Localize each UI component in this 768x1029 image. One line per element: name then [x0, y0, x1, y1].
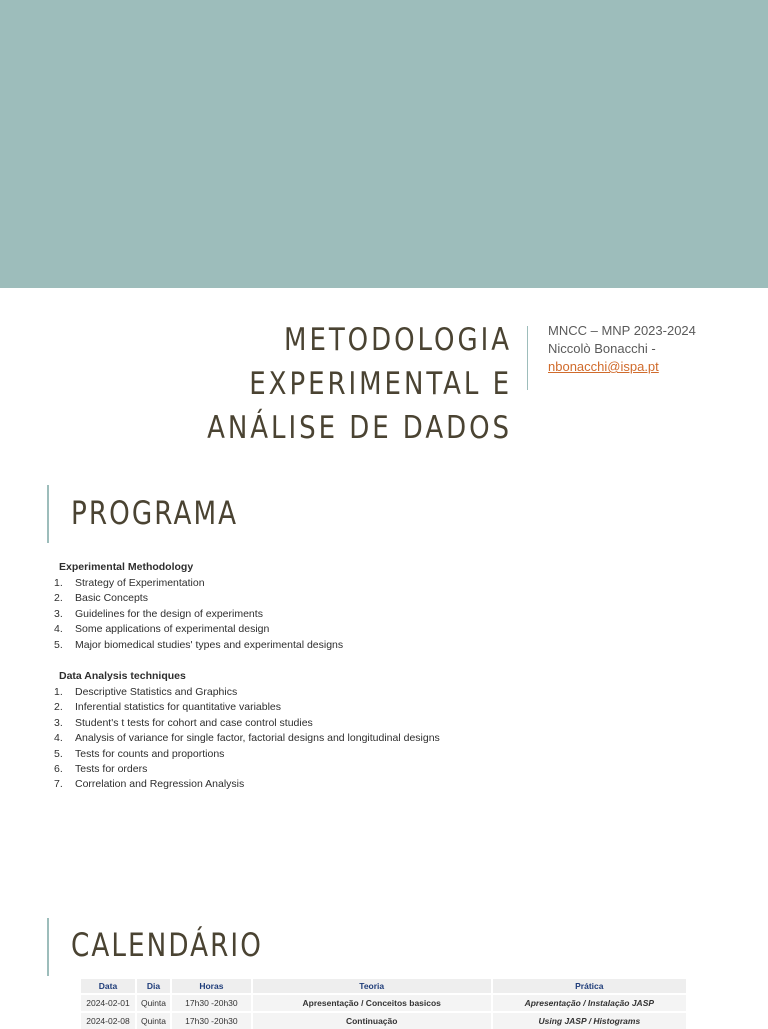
calendario-heading: CALENDÁRIO — [71, 926, 263, 964]
methodology-list — [54, 576, 440, 653]
cell-hours: 17h30 -20h30 — [171, 994, 252, 1012]
programa-heading: PROGRAMA — [71, 494, 239, 532]
column-header: Data — [81, 979, 136, 994]
list-item: 7. Correlation and Regression Analysis — [54, 778, 245, 791]
section-title-methodology: Experimental Methodology — [59, 561, 194, 573]
list-item: 6. Tests for orders — [54, 763, 148, 776]
cell-practice: Apresentação / Instalação JASP — [492, 994, 687, 1012]
table-row — [81, 1012, 687, 1029]
data-analysis-list — [54, 685, 440, 793]
column-header: Teoria — [252, 979, 492, 994]
list-item: 3. Student's t tests for cohort and case control studies — [54, 716, 313, 729]
table-row — [81, 994, 687, 1012]
author-name: Niccolò Bonacchi - — [548, 341, 656, 356]
list-item: 4. Some applications of experimental design — [54, 623, 270, 636]
header-banner — [0, 0, 768, 288]
calendario-accent-bar — [47, 918, 49, 976]
column-header: Horas — [171, 979, 252, 994]
title-line-2: ANÁLISE DE DADOS — [207, 410, 512, 446]
list-item: 1. Descriptive Statistics and Graphics — [54, 686, 238, 699]
calendar-table — [81, 979, 688, 1029]
list-item: 3. Guidelines for the design of experiments — [54, 607, 263, 620]
list-item: 1. Strategy of Experimentation — [54, 577, 205, 589]
cell-day: Quinta — [136, 1012, 171, 1029]
cell-hours: 17h30 -20h30 — [171, 1012, 252, 1029]
cell-practice: Using JASP / Histograms — [492, 1012, 687, 1029]
cell-date: 2024-02-01 — [81, 994, 136, 1012]
program-content — [54, 560, 440, 793]
cell-day: Quinta — [136, 994, 171, 1012]
list-item: 5. Major biomedical studies' types and experimental designs — [54, 638, 344, 651]
column-header: Dia — [136, 979, 171, 994]
course-label: MNCC – MNP 2023-2024 — [548, 323, 696, 338]
cell-date: 2024-02-08 — [81, 1012, 136, 1029]
presentation-title — [82, 318, 512, 450]
author-info — [548, 322, 696, 376]
list-item: 4. Analysis of variance for single factor, factorial designs and longitudinal designs — [54, 732, 440, 745]
list-item: 2. Basic Concepts — [54, 592, 148, 605]
list-item: 5. Tests for counts and proportions — [54, 747, 225, 760]
author-email-link[interactable]: nbonacchi@ispa.pt — [548, 359, 659, 374]
cell-theory: Apresentação / Conceitos basicos — [252, 994, 492, 1012]
programa-accent-bar — [47, 485, 49, 543]
section-title-data-analysis: Data Analysis techniques — [59, 670, 186, 683]
list-item: 2. Inferential statistics for quantitative variables — [54, 701, 282, 714]
column-header: Prática — [492, 979, 687, 994]
table-header-row — [81, 979, 687, 994]
title-divider — [527, 326, 528, 390]
title-line-1: METODOLOGIA EXPERIMENTAL E — [249, 322, 512, 402]
cell-theory: Continuação — [252, 1012, 492, 1029]
